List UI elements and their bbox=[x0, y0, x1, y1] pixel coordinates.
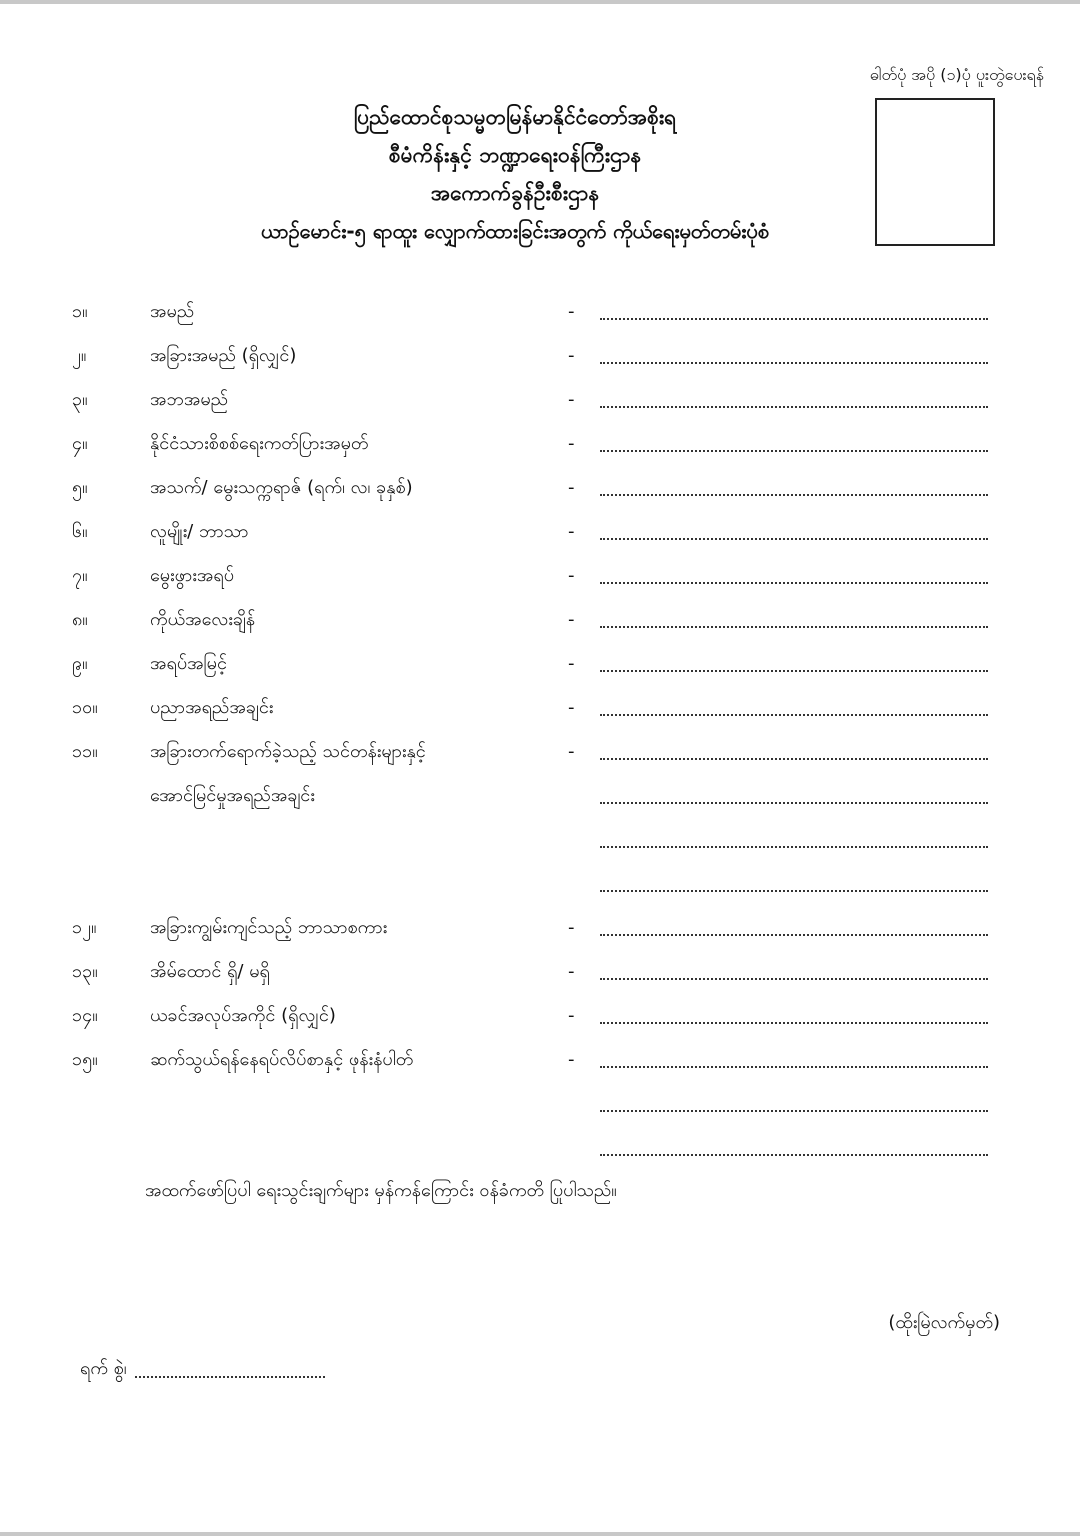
row-label: ဆက်သွယ်ရန်နေရပ်လိပ်စာနှင့် ဖုန်းနံပါတ် bbox=[150, 1049, 414, 1070]
row-number: ၁၅။ bbox=[72, 1049, 98, 1070]
row-label: ကိုယ်အလေးချိန် bbox=[150, 609, 256, 630]
fill-line[interactable] bbox=[600, 1154, 988, 1156]
row-dash: - bbox=[568, 389, 575, 410]
fill-line[interactable] bbox=[600, 670, 988, 672]
row-dash: - bbox=[568, 741, 575, 762]
form-row bbox=[0, 422, 1080, 466]
form-row bbox=[0, 1082, 1080, 1126]
form-row bbox=[0, 686, 1080, 730]
row-dash: - bbox=[568, 433, 575, 454]
form-row bbox=[0, 818, 1080, 862]
form-row bbox=[0, 642, 1080, 686]
row-number: ၅။ bbox=[72, 477, 88, 498]
form-row bbox=[0, 862, 1080, 906]
row-label: အမည် bbox=[150, 301, 195, 322]
row-dash: - bbox=[568, 301, 575, 322]
signature-label: (ထိုးမြဲလက်မှတ်) bbox=[888, 1312, 1000, 1333]
row-number: ၄။ bbox=[72, 433, 88, 454]
row-dash: - bbox=[568, 521, 575, 542]
row-dash: - bbox=[568, 917, 575, 938]
form-row bbox=[0, 598, 1080, 642]
fill-line[interactable] bbox=[600, 582, 988, 584]
row-label: အောင်မြင်မှုအရည်အချင်း bbox=[150, 785, 315, 806]
row-label: မွေးဖွားအရပ် bbox=[150, 565, 235, 586]
government-title: ပြည်ထောင်စုသမ္မတမြန်မာနိုင်ငံတော်အစိုးရ bbox=[353, 105, 677, 129]
row-label: အိမ်ထောင် ရှိ/ မရှိ bbox=[150, 961, 270, 982]
declaration-text: အထက်ဖော်ပြပါ ရေးသွင်းချက်များ မှန်ကန်ကြောင်း ဝန်ခံကတိ ပြုပါသည်။ bbox=[145, 1180, 617, 1201]
fill-line[interactable] bbox=[600, 1022, 988, 1024]
fill-line[interactable] bbox=[600, 362, 988, 364]
fill-line[interactable] bbox=[600, 978, 988, 980]
row-number: ၁၃။ bbox=[72, 961, 98, 982]
fill-line[interactable] bbox=[600, 890, 988, 892]
row-dash: - bbox=[568, 345, 575, 366]
row-number: ၁၂။ bbox=[72, 917, 97, 938]
form-row bbox=[0, 554, 1080, 598]
fill-line[interactable] bbox=[600, 626, 988, 628]
row-number: ၁။ bbox=[72, 301, 88, 322]
form-title: ယာဉ်မောင်း-၅ ရာထူး လျှောက်ထားခြင်းအတွက် ကိုယ်ရေးမှတ်တမ်းပုံစံ bbox=[260, 219, 770, 243]
row-number: ၁၁။ bbox=[72, 741, 98, 762]
row-label: အရပ်အမြင့် bbox=[150, 653, 227, 674]
form-row bbox=[0, 290, 1080, 334]
date-label: ရက် စွဲ၊ bbox=[80, 1358, 127, 1379]
fill-line[interactable] bbox=[600, 1110, 988, 1112]
row-dash: - bbox=[568, 961, 575, 982]
form-row bbox=[0, 510, 1080, 554]
row-number: ၃။ bbox=[72, 389, 88, 410]
date-line bbox=[80, 1356, 325, 1383]
row-dash: - bbox=[568, 609, 575, 630]
fill-line[interactable] bbox=[600, 1066, 988, 1068]
row-dash: - bbox=[568, 653, 575, 674]
row-dash: - bbox=[568, 1005, 575, 1026]
photo-attachment-note: ဓါတ်ပုံ အပို (၁)ပုံ ပူးတွဲပေးရန် bbox=[869, 65, 1044, 84]
form-row bbox=[0, 950, 1080, 994]
fill-line[interactable] bbox=[600, 494, 988, 496]
row-label: ယခင်အလုပ်အကိုင် (ရှိလျှင်) bbox=[150, 1005, 336, 1026]
row-label: အသက်/ မွေးသက္ကရာဇ် (ရက်၊ လ၊ ခုနှစ်) bbox=[150, 477, 413, 498]
form-row bbox=[0, 1126, 1080, 1170]
row-number: ၂။ bbox=[72, 345, 87, 366]
row-number: ၉။ bbox=[72, 653, 88, 674]
row-number: ၇။ bbox=[72, 565, 88, 586]
fill-line[interactable] bbox=[600, 934, 988, 936]
ministry-title: စီမံကိန်းနှင့် ဘဏ္ဍာရေးဝန်ကြီးဌာန bbox=[388, 143, 642, 167]
row-label: အဘအမည် bbox=[150, 389, 229, 410]
form-row bbox=[0, 774, 1080, 818]
row-number: ၆။ bbox=[72, 521, 88, 542]
row-number: ၈။ bbox=[72, 609, 88, 630]
fill-line[interactable] bbox=[600, 758, 988, 760]
row-number: ၁၄။ bbox=[72, 1005, 98, 1026]
fill-line[interactable] bbox=[600, 538, 988, 540]
date-fill-line[interactable] bbox=[135, 1376, 325, 1378]
fill-line[interactable] bbox=[600, 714, 988, 716]
row-label: နိုင်ငံသားစိစစ်ရေးကတ်ပြားအမှတ် bbox=[150, 433, 369, 454]
row-label: အခြားကျွမ်းကျင်သည့် ဘာသာစကား bbox=[150, 917, 388, 938]
department-title: အကောက်ခွန်ဦးစီးဌာန bbox=[430, 181, 600, 205]
row-dash: - bbox=[568, 477, 575, 498]
form-header bbox=[150, 98, 880, 250]
row-number: ၁၀။ bbox=[72, 697, 98, 718]
form-row bbox=[0, 906, 1080, 950]
form-row bbox=[0, 378, 1080, 422]
photo-box bbox=[875, 98, 995, 246]
row-label: အခြားအမည် (ရှိလျှင်) bbox=[150, 345, 297, 366]
row-label: အခြားတက်ရောက်ခဲ့သည့် သင်တန်းများနှင့် bbox=[150, 741, 426, 762]
row-dash: - bbox=[568, 1049, 575, 1070]
fill-line[interactable] bbox=[600, 846, 988, 848]
row-label: ပညာအရည်အချင်း bbox=[150, 697, 274, 718]
row-label: လူမျိုး/ ဘာသာ bbox=[150, 521, 249, 542]
form-row bbox=[0, 1038, 1080, 1082]
fill-line[interactable] bbox=[600, 450, 988, 452]
fill-line[interactable] bbox=[600, 406, 988, 408]
fill-line[interactable] bbox=[600, 802, 988, 804]
form-row bbox=[0, 730, 1080, 774]
form-row bbox=[0, 466, 1080, 510]
form-row bbox=[0, 994, 1080, 1038]
form-row bbox=[0, 334, 1080, 378]
page-top-edge bbox=[0, 0, 1080, 4]
fill-line[interactable] bbox=[600, 318, 988, 320]
row-dash: - bbox=[568, 565, 575, 586]
page-bottom-edge bbox=[0, 1532, 1080, 1536]
row-dash: - bbox=[568, 697, 575, 718]
